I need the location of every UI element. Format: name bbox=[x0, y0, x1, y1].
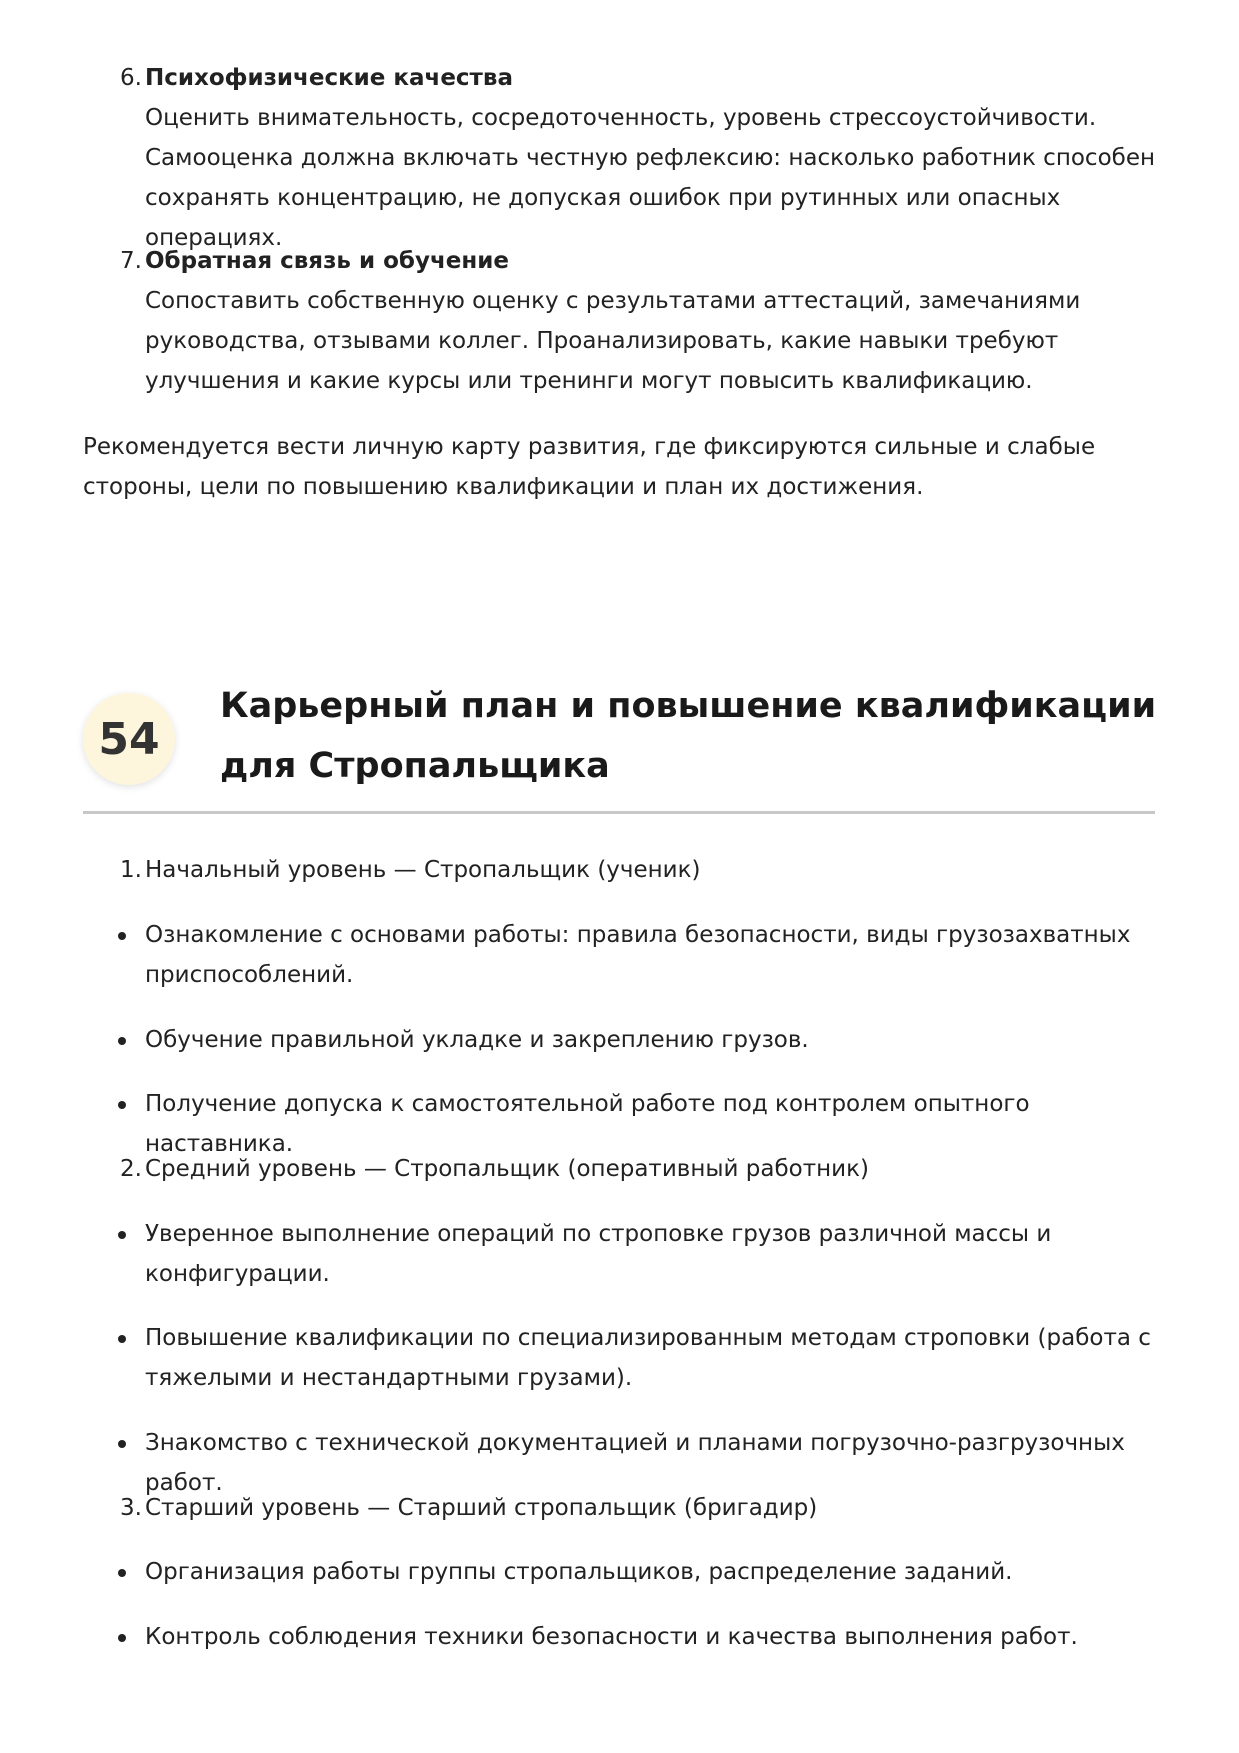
list-item-body bbox=[145, 58, 1165, 258]
list-item-text: Уверенное выполнение операций по строповке грузов различной массы и конфигурации. bbox=[145, 1221, 1052, 1287]
list-number: 1. bbox=[120, 857, 142, 883]
list-item-text: Обучение правильной укладке и закреплению грузов. bbox=[145, 1027, 809, 1053]
bullet-icon bbox=[118, 1037, 126, 1045]
list-item-text: Оценить внимательность, сосредоточенность, уровень стрессоустойчивости. Самооценка должна включать честную рефлексию: насколько работник способен сохранять концентрацию, не допуская ошибок при рутинных или опасных операциях. bbox=[145, 105, 1156, 251]
section-heading bbox=[83, 676, 1155, 816]
bullet-icon bbox=[118, 1569, 126, 1577]
list-item-text: Получение допуска к самостоятельной работе под контролем опытного наставника. bbox=[145, 1091, 1030, 1157]
list-item-text: Средний уровень — Стропальщик (оперативный работник) bbox=[145, 1156, 869, 1182]
section-title: Карьерный план и повышение квалификации для Стропальщика bbox=[220, 686, 1157, 786]
list-number: 2. bbox=[120, 1156, 142, 1182]
section-divider bbox=[83, 811, 1155, 814]
list-item-text: Повышение квалификации по специализированным методам строповки (работа с тяжелыми и нестандартными грузами). bbox=[145, 1325, 1151, 1391]
section-number-badge: 54 bbox=[83, 693, 175, 785]
bullet-icon bbox=[118, 1101, 126, 1109]
bullet-icon bbox=[118, 932, 126, 940]
bullet-icon bbox=[118, 1231, 126, 1239]
recommendation-paragraph: Рекомендуется вести личную карту развития, где фиксируются сильные и слабые стороны, цели по повышению квалификации и план их достижения. bbox=[83, 434, 1096, 500]
list-item-text: Начальный уровень — Стропальщик (ученик) bbox=[145, 857, 701, 883]
list-item-text: Ознакомление с основами работы: правила безопасности, виды грузозахватных приспособлений. bbox=[145, 922, 1131, 988]
list-item-text: Сопоставить собственную оценку с результатами аттестаций, замечаниями руководства, отзывами коллег. Проанализировать, какие навыки требуют улучшения и какие курсы или тренинги могут повысить квалификацию. bbox=[145, 288, 1081, 394]
list-item-text: Организация работы группы стропальщиков, распределение заданий. bbox=[145, 1559, 1013, 1585]
list-item-text: Контроль соблюдения техники безопасности и качества выполнения работ. bbox=[145, 1624, 1078, 1650]
list-number: 7. bbox=[120, 248, 142, 274]
list-item-title: Обратная связь и обучение bbox=[145, 248, 509, 274]
list-item-text: Знакомство с технической документацией и планами погрузочно-разгрузочных работ. bbox=[145, 1430, 1125, 1496]
bullet-icon bbox=[118, 1335, 126, 1343]
list-item-title: Психофизические качества bbox=[145, 65, 513, 91]
bullet-icon bbox=[118, 1440, 126, 1448]
bullet-icon bbox=[118, 1634, 126, 1642]
list-number: 3. bbox=[120, 1495, 142, 1521]
list-item-text: Старший уровень — Старший стропальщик (бригадир) bbox=[145, 1495, 818, 1521]
list-item-body bbox=[145, 241, 1165, 401]
list-number: 6. bbox=[120, 65, 142, 91]
